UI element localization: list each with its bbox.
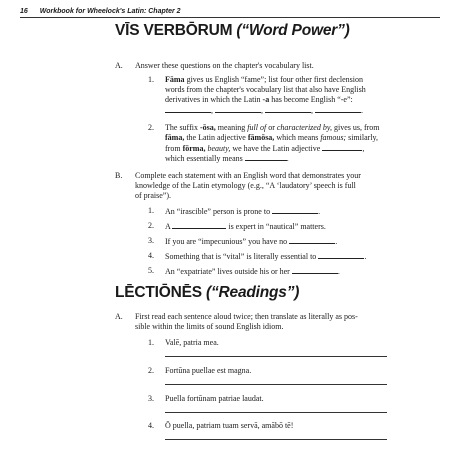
latin-sentence: Puella fortūnam patriae laudat. xyxy=(165,394,264,403)
question-1-number: 1. xyxy=(148,75,154,84)
answer-blank[interactable] xyxy=(265,105,311,113)
answer-blank[interactable] xyxy=(215,105,261,113)
answer-blank[interactable] xyxy=(289,236,335,244)
readings-part-a-label: A. xyxy=(115,312,123,321)
readings-intro-line-1: First read each sentence aloud twice; then translate as literally as pos- xyxy=(135,312,358,321)
answer-blank[interactable] xyxy=(322,143,362,151)
question-1-line-1: Fāma gives us English “fame”; list four other first declension xyxy=(165,75,363,84)
etymology-item: A is expert in “nautical” matters. xyxy=(165,222,326,231)
running-title: Workbook for Wheelock's Latin: Chapter 2 xyxy=(39,8,181,15)
answer-blank[interactable] xyxy=(315,105,361,113)
part-a-intro: Answer these questions on the chapter's vocabulary list. xyxy=(135,61,314,70)
translation-line[interactable] xyxy=(165,439,387,440)
sentence-number: 2. xyxy=(148,366,154,375)
question-1-answer-blanks: , , , . xyxy=(165,105,363,116)
question-2-line-3: from fōrma, beauty, we have the Latin adjective , xyxy=(165,144,365,153)
answer-blank[interactable] xyxy=(165,105,211,113)
question-2-line-2: fāma, the Latin adjective fāmōsa, which means famous; similarly, xyxy=(165,133,379,142)
etymology-item-number: 4. xyxy=(148,251,154,260)
section-heading-vis-verborum xyxy=(115,22,350,40)
part-b-label: B. xyxy=(115,171,123,180)
section-heading-english: (“Word Power”) xyxy=(236,22,350,39)
question-1-line-3: derivatives in which the Latin -a has become English “-e”: xyxy=(165,95,353,104)
part-a-label: A. xyxy=(115,61,123,70)
sentence-number: 3. xyxy=(148,394,154,403)
section-heading-latin: LĒCTIŌNĒS xyxy=(115,284,202,301)
translation-line[interactable] xyxy=(165,356,387,357)
latin-sentence: Ō puella, patriam tuam servā, amābō tē! xyxy=(165,421,294,430)
running-header xyxy=(20,8,440,18)
etymology-item: An “irascible” person is prone to . xyxy=(165,207,321,216)
etymology-item-number: 3. xyxy=(148,236,154,245)
part-b-intro-line-3: of praise”). xyxy=(135,191,171,200)
part-b-intro-line-2: knowledge of the Latin etymology (e.g., “A ‘laudatory’ speech is full xyxy=(135,181,356,190)
question-2-line-4: which essentially means . xyxy=(165,154,289,163)
answer-blank[interactable] xyxy=(318,251,364,259)
section-heading-lectiones xyxy=(115,284,299,302)
question-2-line-1: The suffix -ōsa, meaning full of or characterized by, gives us, from xyxy=(165,123,380,132)
etymology-item: Something that is “vital” is literally essential to . xyxy=(165,252,367,261)
etymology-item-number: 5. xyxy=(148,266,154,275)
section-heading-english: (“Readings”) xyxy=(206,284,300,301)
answer-blank[interactable] xyxy=(172,221,226,229)
readings-intro-line-2: sible within the limits of sound English idiom. xyxy=(135,322,284,331)
section-heading-latin: VĪS VERBŌRUM xyxy=(115,22,233,39)
answer-blank[interactable] xyxy=(272,206,318,214)
translation-line[interactable] xyxy=(165,412,387,413)
latin-sentence: Valē, patria mea. xyxy=(165,338,219,347)
sentence-number: 1. xyxy=(148,338,154,347)
question-2-number: 2. xyxy=(148,123,154,132)
part-b-intro-line-1: Complete each statement with an English word that demonstrates your xyxy=(135,171,361,180)
etymology-item: If you are “impecunious” you have no . xyxy=(165,237,338,246)
latin-sentence: Fortūna puellae est magna. xyxy=(165,366,252,375)
answer-blank[interactable] xyxy=(292,266,338,274)
translation-line[interactable] xyxy=(165,384,387,385)
sentence-number: 4. xyxy=(148,421,154,430)
question-1-line-2: words from the chapter's vocabulary list that also have English xyxy=(165,85,366,94)
page-number: 16 xyxy=(20,8,28,15)
answer-blank[interactable] xyxy=(245,153,287,161)
etymology-item-number: 2. xyxy=(148,221,154,230)
etymology-item-number: 1. xyxy=(148,206,154,215)
etymology-item: An “expatriate” lives outside his or her . xyxy=(165,267,340,276)
